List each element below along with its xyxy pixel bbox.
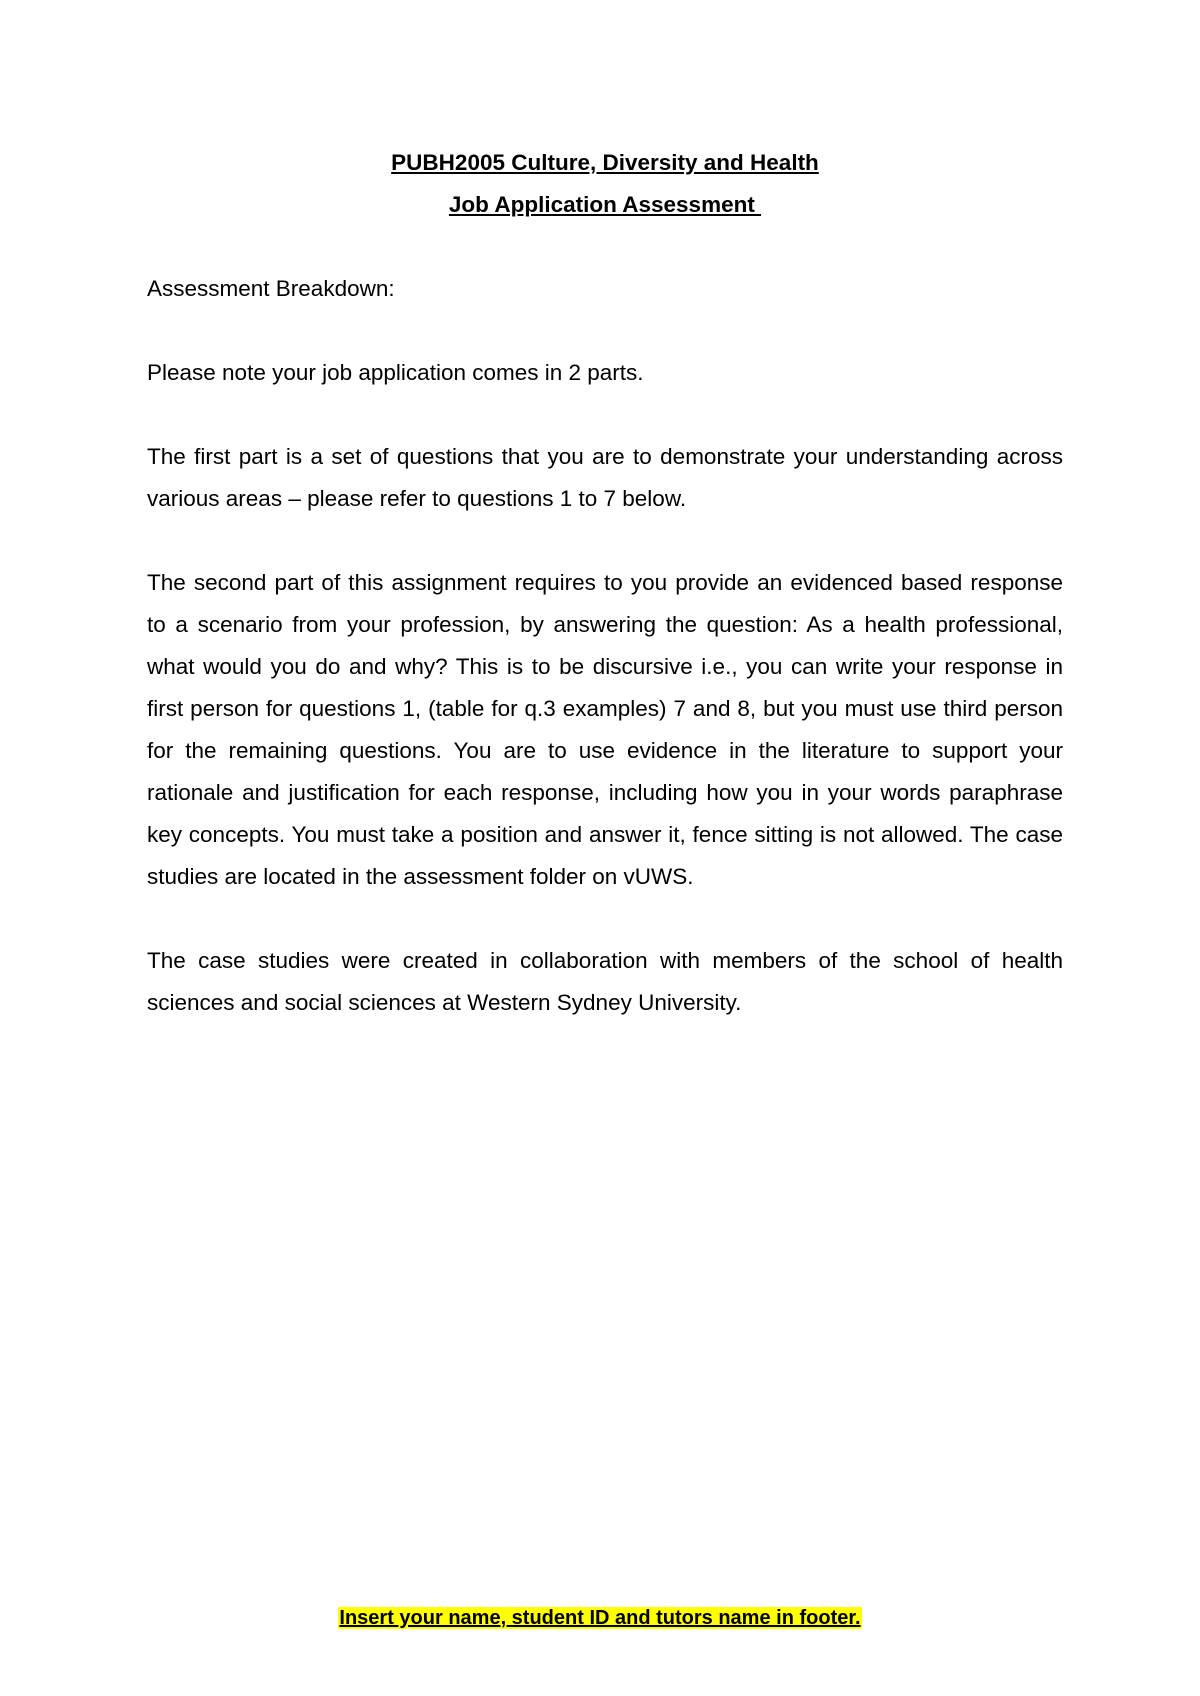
document-body	[147, 142, 1063, 1024]
spacer	[147, 394, 1063, 436]
course-title: PUBH2005 Culture, Diversity and Health	[391, 150, 819, 175]
assessment-title: Job Application Assessment	[448, 192, 762, 217]
spacer	[147, 898, 1063, 940]
section-label: Assessment Breakdown:	[147, 276, 395, 301]
paragraph-second-part: The second part of this assignment requires to you provide an evidenced based response to a scenario from your profession, by answering the question: As a health professional, what would you do and why? This is to be discursive i.e., you can write your response in first person for questions 1, (table for q.3 examples) 7 and 8, but you must use third person for the remaining questions. You are to use evidence in the literature to support your rationale and justification for each response, including how you in your words paraphrase key concepts. You must take a position and answer it, fence sitting is not allowed. The case studies are located in the assessment folder on vUWS.	[147, 570, 1063, 889]
footer-instruction-text: Insert your name, student ID and tutors name in footer.	[339, 1607, 861, 1629]
spacer	[147, 310, 1063, 352]
footer-instruction	[0, 1605, 1200, 1631]
paragraph-parts-note: Please note your job application comes in 2 parts.	[147, 360, 644, 385]
paragraph-first-part: The first part is a set of questions that you are to demonstrate your understanding across various areas – please refer to questions 1 to 7 below.	[147, 444, 1063, 511]
spacer	[147, 226, 1063, 268]
paragraph-case-studies: The case studies were created in collaboration with members of the school of health sciences and social sciences at Western Sydney University.	[147, 948, 1063, 1015]
spacer	[147, 520, 1063, 562]
